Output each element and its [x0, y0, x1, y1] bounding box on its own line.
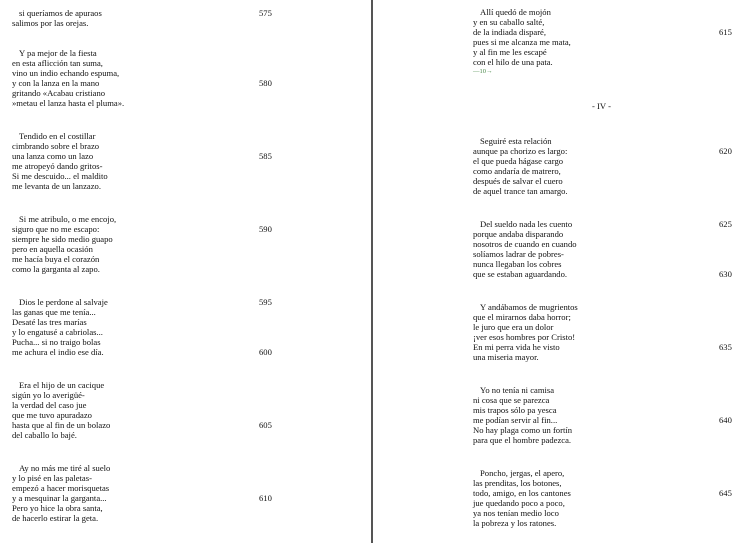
verse-line: aunque pa chorizo es largo:: [473, 146, 568, 156]
verse-line: Ay no más me tiré al suelo: [19, 463, 111, 473]
section-heading: - IV -: [592, 101, 611, 111]
verse-line: le juro que era un dolor: [473, 322, 554, 332]
line-number: 630: [719, 269, 732, 279]
line-number: 600: [259, 347, 272, 357]
verse-line: me levanta de un lanzazo.: [12, 181, 101, 191]
verse-line: porque andaba disparando: [473, 229, 564, 239]
verse-line: me hacía buya el corazón: [12, 254, 100, 264]
verse-line: gritando «Acabau cristiano: [12, 88, 106, 98]
right-page: [374, 0, 745, 543]
verse-line: pues si me alcanza me mata,: [473, 37, 571, 47]
verse-line: Del sueldo nada les cuento: [480, 219, 573, 229]
line-number: 640: [719, 415, 732, 425]
verse-line: del caballo lo bajé.: [12, 430, 77, 440]
verse-line: si queríamos de apuraos: [19, 8, 102, 18]
verse-line: y con la lanza en la mano: [12, 78, 100, 88]
verse-line: y en su caballo salté,: [473, 17, 545, 27]
verse-line: de la indiada disparé,: [473, 27, 547, 37]
verse-line: »metau el lanza hasta el pluma».: [12, 98, 125, 108]
verse-line: cimbrando sobre el brazo: [12, 141, 100, 151]
verse-line: me achura el indio ese día.: [12, 347, 104, 357]
line-number: 580: [259, 78, 272, 88]
verse-line: una miseria mayor.: [473, 352, 539, 362]
verse-line: me atropeyó dando gritos-: [12, 161, 103, 171]
verse-line: y a mesquinar la garganta...: [12, 493, 107, 503]
verse-line: todo, amigo, en los cantones: [473, 488, 571, 498]
verse-line: y lo pisé en las paletas-: [12, 473, 92, 483]
verse-line: con el hilo de una pata.: [473, 57, 553, 67]
line-number: 595: [259, 297, 272, 307]
verse-line: ni cosa que se parezca: [473, 395, 550, 405]
verse-line: nunca llegaban los cobres: [473, 259, 562, 269]
verse-line: Pero yo hice la obra santa,: [12, 503, 103, 513]
verse-line: y al fin me les escapé: [473, 47, 547, 57]
verse-line: Tendido en el costillar: [19, 131, 96, 141]
verse-line: Pucha... si no traigo bolas: [12, 337, 101, 347]
line-number: 575: [259, 8, 272, 18]
verse-line: Desaté las tres marías: [12, 317, 87, 327]
page-divider: [371, 0, 373, 543]
verse-line: me podían servir al fin...: [473, 415, 558, 425]
verse-line: salimos por las orejas.: [12, 18, 89, 28]
verse-line: y lo engatusé a cabriolas...: [12, 327, 103, 337]
line-number: 645: [719, 488, 732, 498]
verse-line: el que pueda hágase cargo: [473, 156, 564, 166]
verse-line: jue quedando poco a poco,: [473, 498, 565, 508]
verse-line: Y pa mejor de la fiesta: [19, 48, 97, 58]
line-number: 620: [719, 146, 732, 156]
line-number: 625: [719, 219, 732, 229]
verse-line: siguro que no me escapo:: [12, 224, 100, 234]
verse-line: empezó a hacer morisquetas: [12, 483, 110, 493]
left-page: [0, 0, 371, 543]
line-number: 610: [259, 493, 272, 503]
verse-line: pero en aquella ocasión: [12, 244, 93, 254]
verse-line: para que el hombre padezca.: [473, 435, 572, 445]
verse-line: las ganas que me tenía...: [12, 307, 96, 317]
verse-line: Poncho, jergas, el apero,: [480, 468, 565, 478]
verse-line: Era el hijo de un cacique: [19, 380, 105, 390]
verse-line: mis trapos sólo pa yesca: [473, 405, 557, 415]
verse-line: nosotros de cuando en cuando: [473, 239, 577, 249]
verse-line: que me tuvo apuradazo: [12, 410, 92, 420]
verse-line: de hacerlo estirar la geta.: [12, 513, 99, 523]
verse-line: Y andábamos de mugrientos: [480, 302, 578, 312]
verse-line: que el mirarnos daba horror;: [473, 312, 571, 322]
verse-line: después de salvar el cuero: [473, 176, 563, 186]
verse-line: la verdad del caso jue: [12, 400, 87, 410]
verse-line: de aquel trance tan amargo.: [473, 186, 568, 196]
line-number: 615: [719, 27, 732, 37]
verse-line: que se estaban aguardando.: [473, 269, 568, 279]
verse-line: siempre he sido medio guapo: [12, 234, 113, 244]
page-marker-note: —10→: [473, 68, 493, 75]
verse-line: Si me atribulo, o me encojo,: [19, 214, 117, 224]
verse-line: Allí quedó de mojón: [480, 7, 551, 17]
line-number: 635: [719, 342, 732, 352]
verse-line: en esta aflicción tan suma,: [12, 58, 103, 68]
verse-line: solíamos ladrar de pobres-: [473, 249, 564, 259]
verse-line: Yo no tenía ni camisa: [480, 385, 555, 395]
verse-line: la pobreza y los ratones.: [473, 518, 557, 528]
verse-line: No hay plaga como un fortín: [473, 425, 573, 435]
line-number: 605: [259, 420, 272, 430]
line-number: 590: [259, 224, 272, 234]
verse-line: hasta que al fin de un bolazo: [12, 420, 111, 430]
verse-line: una lanza como un lazo: [12, 151, 94, 161]
verse-line: vino un indio echando espuma,: [12, 68, 120, 78]
verse-line: sigún yo lo averigüé-: [12, 390, 85, 400]
verse-line: las prenditas, los botones,: [473, 478, 562, 488]
verse-line: ¡ver esos hombres por Cristo!: [473, 332, 576, 342]
verse-line: Dios le perdone al salvaje: [19, 297, 108, 307]
verse-line: Si me descuido... el maldito: [12, 171, 108, 181]
verse-line: como andaría de matrero,: [473, 166, 561, 176]
verse-line: como la garganta al zapo.: [12, 264, 100, 274]
line-number: 585: [259, 151, 272, 161]
verse-line: Seguiré esta relación: [480, 136, 552, 146]
verse-line: ya nos tenían medio loco: [473, 508, 559, 518]
verse-line: En mi perra vida he visto: [473, 342, 560, 352]
